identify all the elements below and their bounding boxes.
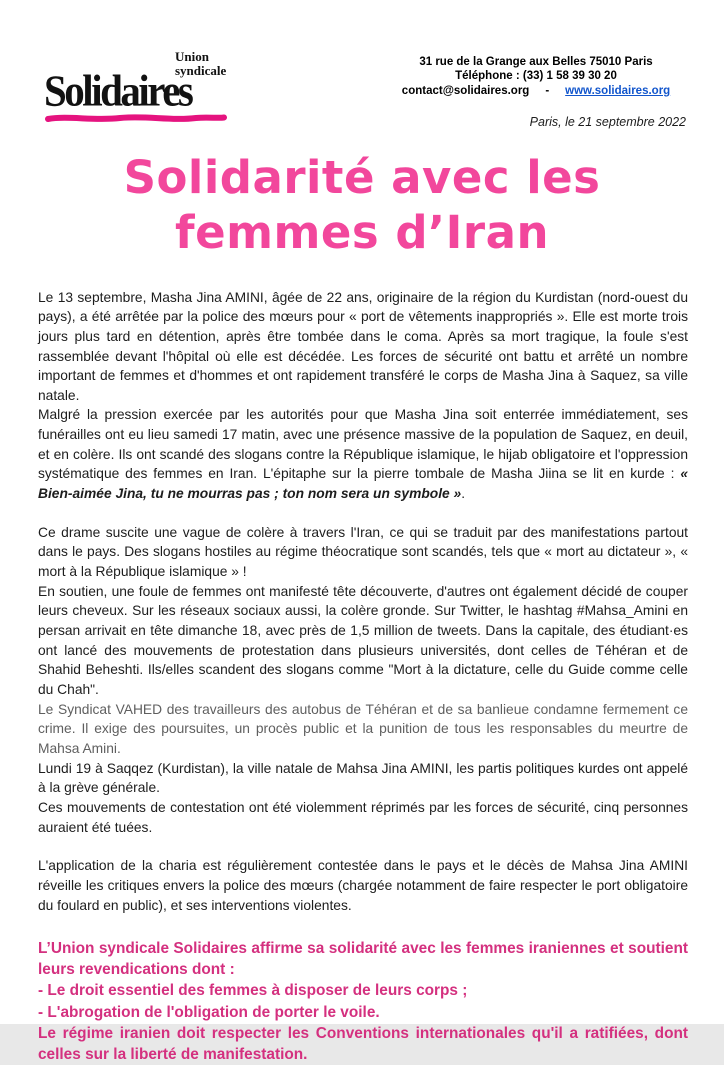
- title-line-2: femmes d’Iran: [175, 205, 549, 259]
- logo-union-line1: Union: [175, 49, 209, 64]
- statement-demand-veil: - L'abrogation de l'obligation de porter le voile.: [38, 1003, 380, 1021]
- solidaires-logo: [44, 50, 294, 131]
- paragraph-funeral: [38, 405, 688, 503]
- epitaph-quote: « Bien-aimée Jina, tu ne mourras pas ; ton nom sera un symbole »: [38, 466, 688, 502]
- email-web-line: [386, 84, 686, 98]
- letterhead: [0, 0, 724, 131]
- title-line-1: Solidarité avec les: [123, 150, 601, 204]
- website-link[interactable]: www.solidaires.org: [565, 84, 671, 97]
- paragraph-protest-wave: Ce drame suscite une vague de colère à travers l'Iran, ce qui se traduit par des manifestations partout dans le pays. Des slogans hostiles au régime théocratique sont scandés, tels que « mort au dictateur », « mort à la République islamique » !: [38, 524, 688, 580]
- document-body: [0, 288, 724, 916]
- paragraph-amini-arrest: Le 13 septembre, Masha Jina AMINI, âgée de 22 ans, originaire de la région du Kurdistan (nord-ouest du pays), a été arrêtée par la police des mœurs pour « port de vêtements inappropriés ». Elle est morte trois jours plus tard en détention, après être tombée dans le coma. Après sa mort tragique, la foule s'est rassemblée devant l'hôpital où elle est décédée. Les forces de sécurité ont battu et arrêté un nombre important de femmes et d'hommes et ont rapidement transféré le corps de Masha Jina à Saquez, sa ville natale.: [38, 289, 688, 403]
- funeral-end: .: [461, 486, 466, 502]
- statement-conventions: Le régime iranien doit respecter les Conventions internationales qu'il a ratifiées, dont celles sur la liberté de manifestation.: [38, 1024, 688, 1063]
- phone-line: Téléphone : (33) 1 58 39 30 20: [455, 70, 617, 83]
- paragraph-repression: Ces mouvements de contestation ont été violemment réprimés par les forces de sécurité, cinq personnes auraient été tuées.: [38, 799, 688, 835]
- dateline: Paris, le 21 septembre 2022: [529, 115, 686, 130]
- paragraph-vahed-union: Le Syndicat VAHED des travailleurs des autobus de Téhéran et de sa banlieue condamne fermement ce crime. Il exige des poursuites, un procès public et la punition de tous les responsables du meurtre de Mahsa Amini.: [38, 701, 688, 756]
- logo-union-line2: syndicale: [175, 62, 227, 78]
- document-title: [0, 151, 724, 261]
- solidaires-statement: [0, 938, 724, 1065]
- statement-demand-bodies: - Le droit essentiel des femmes à disposer de leurs corps ;: [38, 982, 468, 1000]
- funeral-text: Malgré la pression exercée par les autorités pour que Masha Jina soit enterrée immédiatement, ses funérailles ont eu lieu samedi 17 matin, avec une présence massive de la population de Saquez, en deuil, et en colère. Ils ont scandé des slogans contre la République islamique, le hijab obligatoire et l'oppression systématique des femmes en Iran. L'épitaphe sur la pierre tombale de Masha Jiina se lit en kurde :: [38, 407, 688, 482]
- email-text: contact@solidaires.org: [401, 84, 530, 97]
- address-line: 31 rue de la Grange aux Belles 75010 Paris: [419, 56, 653, 68]
- contact-block: [386, 50, 686, 131]
- paragraph-sharia-critique: L'application de la charia est régulièrement contestée dans le pays et le décès de Mahsa Jina AMINI réveille les critiques envers la police des mœurs (chargée notamment de faire respecter le port obligatoire du foulard en public), et ses interventions violentes.: [38, 858, 688, 913]
- paragraph-general-strike: Lundi 19 à Saqqez (Kurdistan), la ville natale de Mahsa Jina AMINI, les partis politiques kurdes ont appelé à la grève générale.: [38, 760, 688, 796]
- separator-dash: -: [545, 84, 550, 97]
- paragraph-social-media: En soutien, une foule de femmes ont manifesté tête découverte, d'autres ont également décidé de couper leurs cheveux. Sur les réseaux sociaux aussi, la colère gronde. Sur Twitter, le hashtag #Mahsa_Amini en persan arrivait en tête dimanche 18, avec près de 1,5 million de tweets. Dans la capitale, des étudiant·es ont lancé des mouvements de protestation dans plusieurs universités, dont celles de Téhéran et de Shahid Beheshti. Ils/elles scandent des slogans comme "Mort à la dictature, celle du Guide comme celle du Chah".: [38, 583, 688, 697]
- logo-brand-text: Solidaires: [44, 65, 192, 116]
- statement-solidarity: L’Union syndicale Solidaires affirme sa solidarité avec les femmes iraniennes et soutient leurs revendications dont :: [38, 940, 688, 979]
